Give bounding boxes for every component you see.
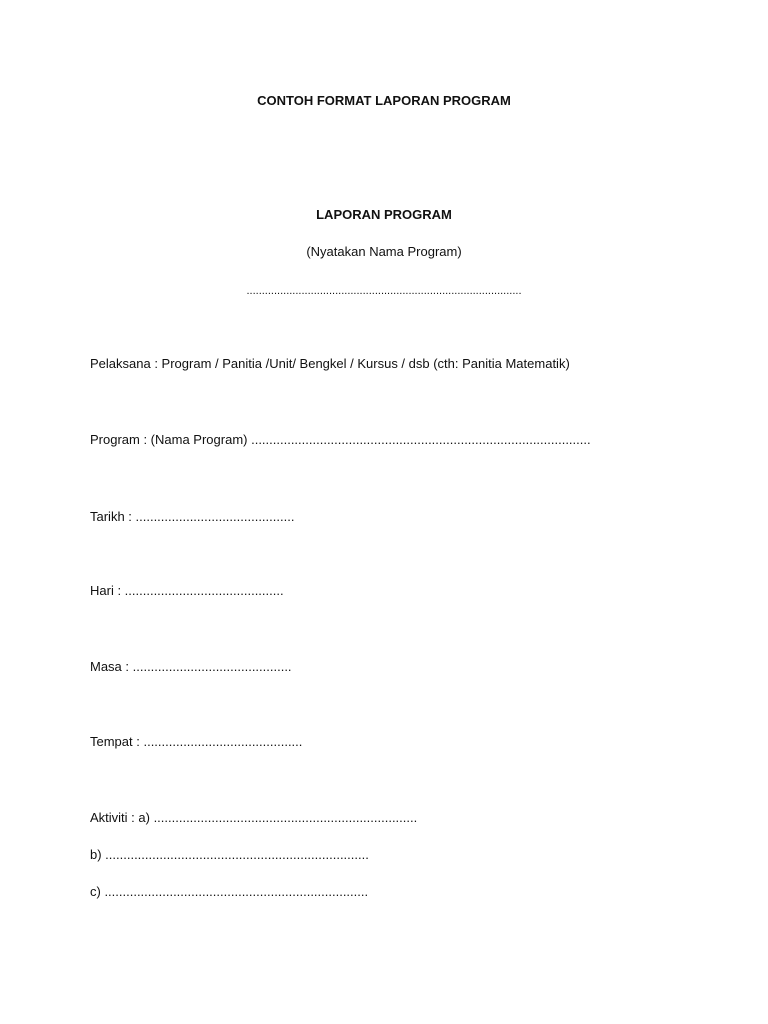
report-title: LAPORAN PROGRAM xyxy=(316,207,452,222)
field-tempat: Tempat : ............................................ xyxy=(90,734,303,749)
program-name-dotted-line: .......................................................................................... xyxy=(246,285,522,297)
document-heading: CONTOH FORMAT LAPORAN PROGRAM xyxy=(257,93,511,108)
field-aktiviti-a: Aktiviti : a) ......................................................................... xyxy=(90,810,418,825)
field-pelaksana: Pelaksana : Program / Panitia /Unit/ Bengkel / Kursus / dsb (cth: Panitia Matematik) xyxy=(90,356,570,371)
field-masa: Masa : ............................................ xyxy=(90,659,292,674)
field-tarikh: Tarikh : ............................................ xyxy=(90,509,295,524)
field-program: Program : (Nama Program) .............................................................................................. xyxy=(90,432,591,447)
field-aktiviti-b: b) ......................................................................... xyxy=(90,847,369,862)
program-name-hint: (Nyatakan Nama Program) xyxy=(306,244,462,259)
field-hari: Hari : ............................................ xyxy=(90,583,284,598)
field-aktiviti-c: c) ......................................................................... xyxy=(90,884,369,899)
